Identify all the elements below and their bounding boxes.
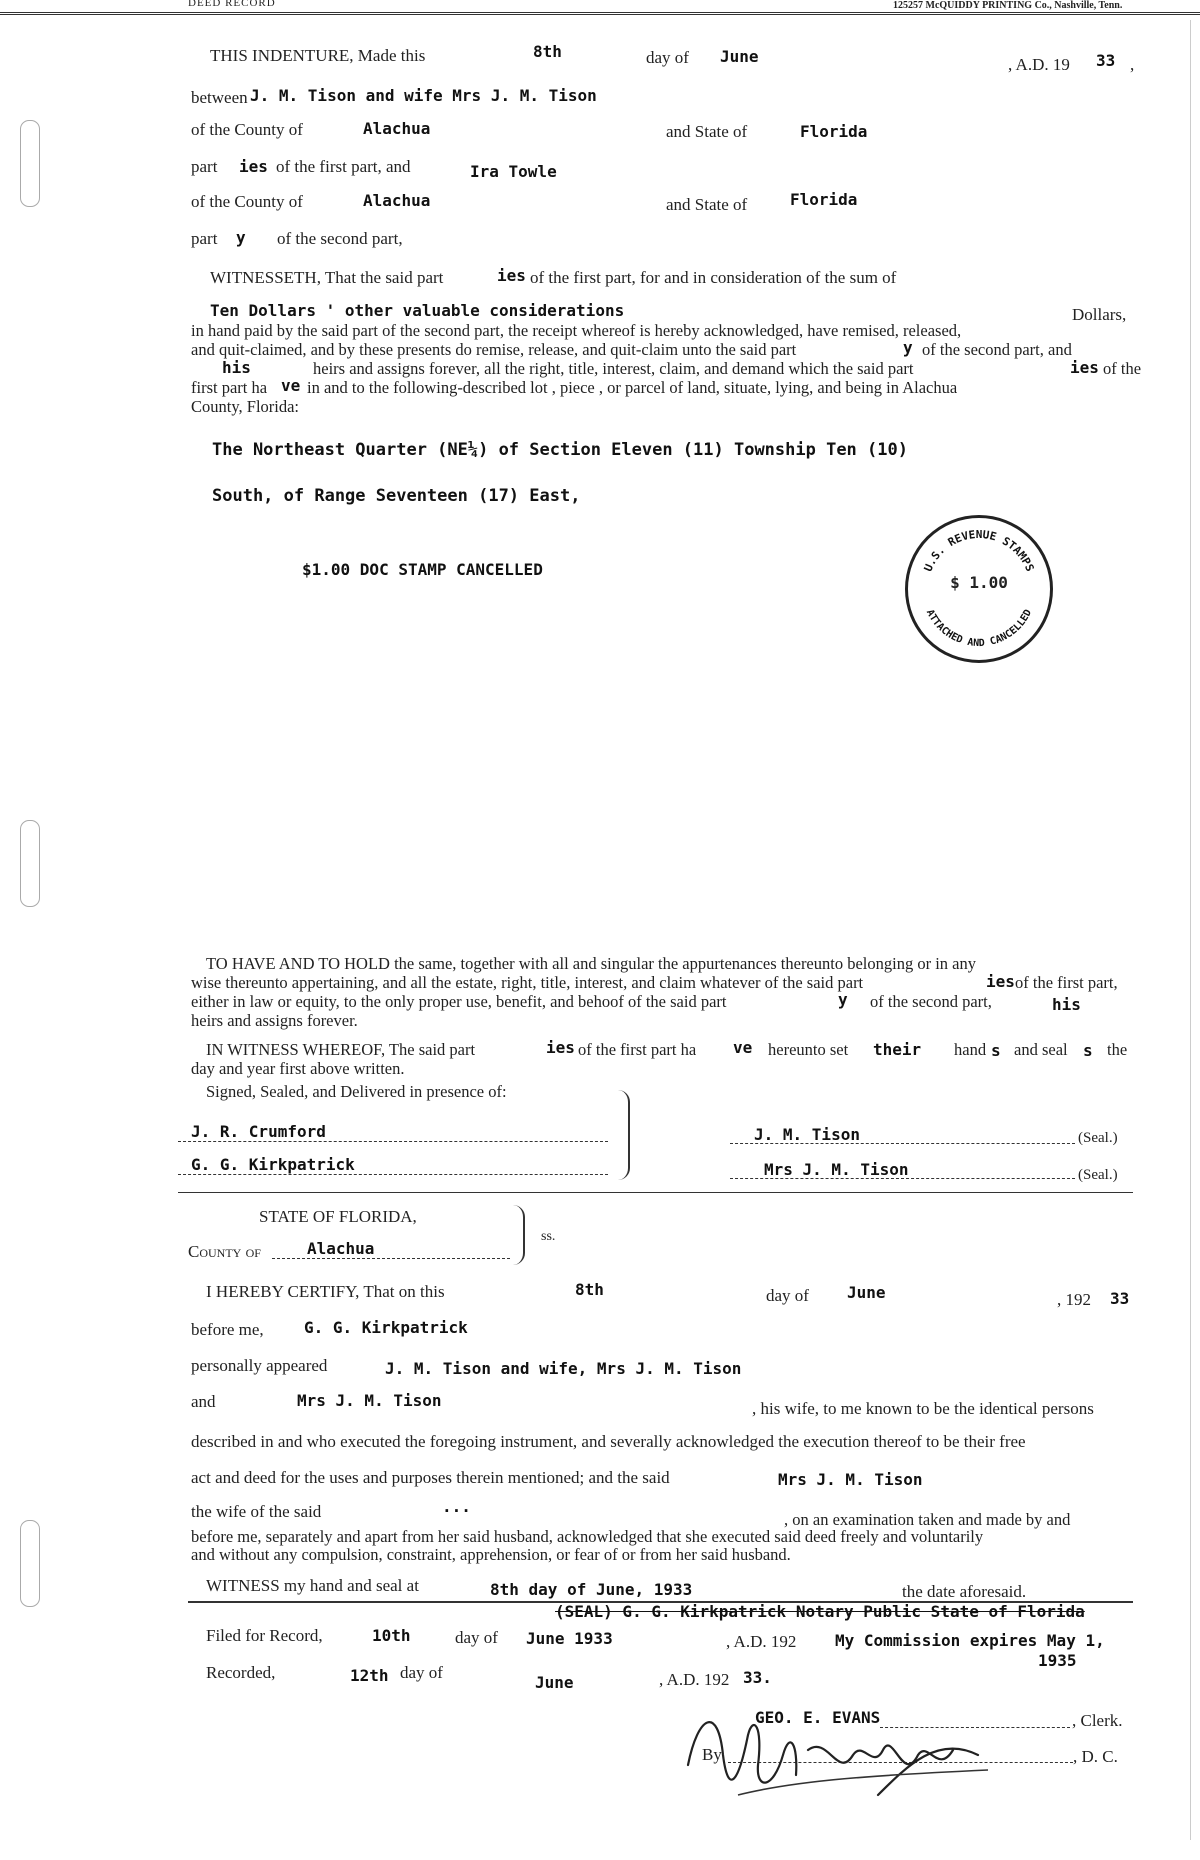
witness-s-1: s [991,1041,1001,1060]
grantee-his: his [222,358,251,377]
witness-the: the [1107,1040,1128,1059]
recorded-month: June [535,1673,574,1692]
ack-year: 33 [1110,1289,1130,1308]
witnesseth-line-3-suffix: ies [1070,358,1099,377]
recorded-label: Recorded, [206,1663,276,1682]
svg-text:U.S. REVENUE STAMPS [922,528,1037,573]
state-2: Florida [790,190,858,209]
exam-line-1: , on an examination taken and made by and [784,1510,1071,1529]
filed-label: Filed for Record, [206,1626,323,1645]
certify-text: I HEREBY CERTIFY, That on this [206,1282,445,1301]
part-suffix-2: y [236,228,246,247]
part-label-2: part [191,229,218,248]
filed-day-of: day of [455,1628,498,1647]
header-rule [0,0,1200,15]
witness-their: their [873,1040,922,1059]
witness-brace [616,1090,630,1180]
county-1: Alachua [363,119,431,138]
ack-county-line [272,1258,510,1259]
part-label: part [191,157,218,176]
grantor-1-signature: J. M. Tison [754,1125,860,1144]
witnesseth-text-1: WITNESSETH, That the said part [210,268,444,287]
witnesseth-line-4-suffix: ve [281,376,301,395]
habendum-line-4: heirs and assigns forever. [191,1011,358,1030]
witness-1-line [178,1141,608,1142]
ack-line-b: act and deed for the uses and purposes therein mentioned; and the said [191,1468,670,1487]
witness-hand: hand [954,1040,987,1059]
witness-line-1b: of the first part ha [578,1040,697,1059]
venue-brace [511,1205,525,1265]
husband-dots: ... [442,1497,471,1516]
habendum-line-1: TO HAVE AND TO HOLD the same, together with all and singular the appurtenances thereunto belonging or in any [206,954,976,973]
appeared-persons: J. M. Tison and wife, Mrs J. M. Tison [385,1359,742,1378]
indenture-intro: THIS INDENTURE, Made this [210,46,426,65]
and-label: and [191,1392,216,1411]
ack-month: June [847,1283,886,1302]
witnesseth-line-5: County, Florida: [191,397,300,416]
witness-line-1c: hereunto set [768,1040,849,1059]
county-label: of the County of [191,120,303,139]
svg-text:ATTACHED AND CANCELLED [924,608,1034,649]
second-part: of the second part, [277,229,403,248]
ack-day: 8th [575,1280,604,1299]
dc-label: , D. C. [1073,1747,1118,1766]
recorded-day: 12th [350,1666,389,1685]
commission-year: 1935 [1038,1651,1077,1670]
first-part-and: of the first part, and [276,157,411,176]
habendum-line-3b: of the second part, [870,992,992,1011]
ack-county: Alachua [307,1239,375,1258]
witnesseth-line-3a: heirs and assigns forever, all the right, title, interest, claim, and demand which the said part [313,359,914,378]
witnesseth-line-1: in hand paid by the said part of the second part, the receipt whereof is hereby acknowledged, have remised, released, [191,321,962,340]
before-me-label: before me, [191,1320,264,1339]
witness-1-name: J. R. Crumford [191,1122,326,1141]
habendum-line-2-suffix: ies [986,972,1015,991]
binder-hole [20,120,40,207]
grantor-2-signature: Mrs J. M. Tison [764,1160,909,1179]
grantor-1-line [730,1143,1075,1144]
witness-2-line [178,1174,608,1175]
witness-seal: and seal [1014,1040,1068,1059]
witness-s-2: s [1083,1041,1093,1060]
stamp-bottom-text: ATTACHED AND CANCELLED [923,607,1035,650]
indenture-month: June [720,47,759,66]
date-aforesaid: the date aforesaid. [902,1582,1027,1601]
witness-line-2: day and year first above written. [191,1059,405,1078]
stamp-amount: $ 1.00 [950,573,1008,592]
witness-suffix-1: ies [546,1038,575,1057]
habendum-line-2a: wise thereunto appertaining, and all the estate, right, title, interest, and claim whatever of the said part [191,973,864,992]
recorded-ad: , A.D. 192 [659,1670,730,1689]
habendum-his: his [1052,995,1081,1014]
witness-2-name: G. G. Kirkpatrick [191,1155,355,1174]
ss-label: ss. [541,1229,556,1244]
legal-description-1: The Northeast Quarter (NE¼) of Section Eleven (11) Township Ten (10) [212,440,908,460]
indenture-year: 33 [1096,51,1116,70]
legal-description-2: South, of Range Seventeen (17) East, [212,486,581,506]
commission-expires: My Commission expires May 1, [835,1631,1105,1650]
witnesseth-line-4a: first part ha [191,378,268,397]
doc-stamp-note: $1.00 DOC STAMP CANCELLED [302,560,543,579]
dollars-label: Dollars, [1072,305,1127,324]
section-divider [178,1192,1133,1193]
habendum-line-2b: of the first part, [1015,973,1118,992]
wife-of-label: the wife of the said [191,1502,322,1521]
filed-ad: , A.D. 192 [726,1632,797,1651]
seal-label-2: (Seal.) [1078,1167,1118,1183]
grantor-2-line [730,1178,1075,1179]
revenue-stamp-seal [905,515,1053,663]
exam-line-2: before me, separately and apart from her said husband, acknowledged that she executed said deed freely and voluntarily [191,1527,984,1546]
grantors: J. M. Tison and wife Mrs J. M. Tison [250,86,597,105]
witnesseth-line-2b: of the second part, and [922,340,1072,359]
witness-line-1a: IN WITNESS WHEREOF, The said part [206,1040,476,1059]
by-label: By [702,1745,722,1764]
state-label: and State of [666,122,748,141]
indenture-day: 8th [533,42,562,61]
witnesseth-text-2: of the first part, for and in consideration of the sum of [530,268,897,287]
witnesseth-line-3b: of the [1103,359,1142,378]
part-suffix-1: ies [239,157,268,176]
indenture-comma: , [1130,55,1135,74]
witness-suffix-2: ve [733,1038,753,1057]
recorded-year: 33. [743,1668,772,1687]
ack-line-b-name: Mrs J. M. Tison [778,1470,923,1489]
binder-hole [20,1520,40,1607]
habendum-line-3-suffix: y [838,990,848,1009]
stamp-top-text: U.S. REVENUE STAMPS [921,528,1037,574]
state-label-2: and State of [666,195,748,214]
county-label-2: of the County of [191,192,303,211]
page-edge [1190,20,1191,1840]
binder-hole [20,820,40,907]
appeared-label: personally appeared [191,1356,328,1375]
notary-signature-block: (SEAL) G. G. Kirkpatrick Notary Public State of Florida [555,1602,1085,1621]
filed-month: June 1933 [526,1629,613,1648]
state-1: Florida [800,122,868,141]
county-2: Alachua [363,191,431,210]
filed-day: 10th [372,1626,411,1645]
clerk-label: , Clerk. [1072,1711,1123,1730]
witnesseth-line-4b: in and to the following-described lot , piece , or parcel of land, situate, lying, and being in Alachua [307,378,958,397]
county-of-label: County of [188,1242,261,1261]
witness-hand-seal: WITNESS my hand and seal at [206,1576,419,1595]
recorded-day-of: day of [400,1663,443,1682]
ack-wife: Mrs J. M. Tison [297,1391,442,1410]
indenture-day-of: day of [646,48,689,67]
consideration-amount: Ten Dollars ' other valuable considerations [210,301,625,320]
witness-typed-date: 8th day of June, 1933 [490,1580,693,1599]
witnesseth-line-2a: and quit-claimed, and by these presents do remise, release, and quit-claim unto the said part [191,340,797,359]
his-wife-text: , his wife, to me known to be the identical persons [752,1399,1094,1418]
seal-label-1: (Seal.) [1078,1130,1118,1146]
witnesseth-suffix: ies [497,266,526,285]
grantee: Ira Towle [470,162,557,181]
habendum-line-3a: either in law or equity, to the only proper use, benefit, and behoof of the said part [191,992,727,1011]
indenture-ad: , A.D. 19 [1008,55,1070,74]
clerk-name: GEO. E. EVANS [755,1708,881,1727]
notary-officer: G. G. Kirkpatrick [304,1318,468,1337]
exam-line-3: and without any compulsion, constraint, apprehension, or fear of or from her said husband. [191,1545,791,1564]
state-of-florida: STATE OF FLORIDA, [259,1207,417,1226]
signed-sealed-delivered: Signed, Sealed, and Delivered in presence of: [206,1082,507,1101]
between-label: between [191,88,248,107]
witnesseth-line-2-suffix: y [903,338,913,357]
ack-year-prefix: , 192 [1057,1290,1091,1309]
printer-imprint: 125257 McQUIDDY PRINTING Co., Nashville, Tenn. [893,0,1123,11]
deputy-clerk-signature [678,1695,1018,1815]
ack-line-a: described in and who executed the foregoing instrument, and severally acknowledged the execution thereof to be their free [191,1432,1026,1451]
ack-day-of: day of [766,1286,809,1305]
header-title: DEED RECORD [188,0,276,9]
